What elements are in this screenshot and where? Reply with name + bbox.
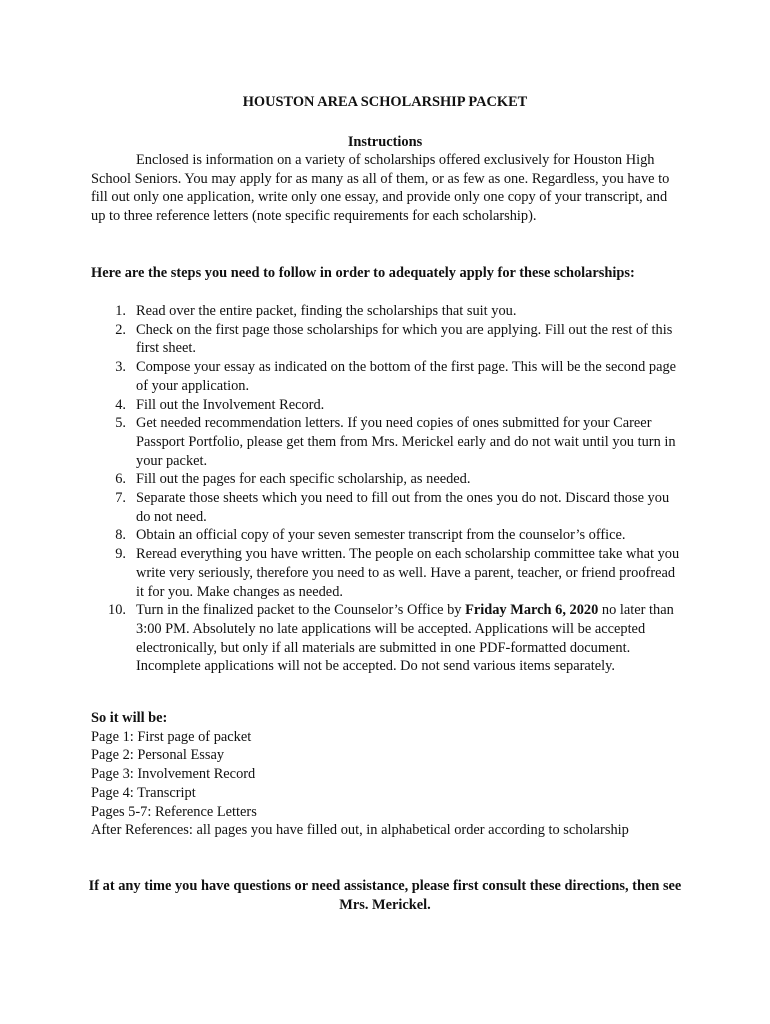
step-text: Obtain an official copy of your seven semester transcript from the counselor’s office. (136, 527, 626, 544)
step-number: 5. (115, 415, 126, 432)
page-order-heading: So it will be: (91, 710, 168, 726)
page-order-block (91, 709, 691, 840)
step-item (91, 489, 683, 526)
step-text: Separate those sheets which you need to fill out from the ones you do not. Discard those you do not need. (136, 490, 670, 525)
steps-heading: Here are the steps you need to follow in order to adequately apply for these scholarships: (91, 265, 635, 281)
step-number: 8. (115, 527, 126, 544)
step-text-after: no later than 3:00 PM. Absolutely no late applications will be accepted. Applications will be accepted electronically, but only if all materials are submitted in one PDF-formatted document. Incomplete applications will not be accepted. Do not send various items separately. (136, 602, 674, 675)
deadline-date: Friday March 6, 2020 (465, 602, 599, 619)
step-number: 7. (115, 490, 126, 507)
step-item (91, 302, 683, 321)
step-number: 6. (115, 471, 126, 488)
step-number: 2. (115, 321, 126, 338)
closing-note: If at any time you have questions or need assistance, please first consult these directions, then see Mrs. Merickel. (88, 878, 682, 913)
step-item (91, 545, 683, 601)
step-number: 4. (115, 396, 126, 413)
page-order-item: Page 3: Involvement Record (91, 766, 256, 783)
step-number: 1. (115, 303, 126, 319)
step-text: Fill out the Involvement Record. (136, 396, 325, 413)
step-item (91, 358, 683, 395)
step-text: Check on the first page those scholarships for which you are applying. Fill out the rest of this first sheet. (136, 321, 673, 357)
page-order-item: Page 2: Personal Essay (91, 747, 225, 764)
document-title: HOUSTON AREA SCHOLARSHIP PACKET (242, 94, 528, 110)
step-item (91, 396, 683, 415)
step-text: Read over the entire packet, finding the scholarships that suit you. (136, 303, 517, 319)
page-order-item: After References: all pages you have filled out, in alphabetical order according to scholarship (91, 822, 629, 839)
page-order-item: Page 4: Transcript (91, 784, 196, 801)
step-number: 3. (115, 359, 126, 376)
page-order-item: Page 1: First page of packet (91, 728, 252, 745)
instructions-heading: Instructions (347, 134, 423, 150)
step-number: 9. (115, 546, 126, 563)
step-item (91, 470, 683, 489)
step-number: 10. (108, 602, 126, 619)
step-text: Get needed recommendation letters. If you need copies of ones submitted for your Career Passport Portfolio, please get them from Mrs. Merickel early and do not wait until you turn in your packet. (136, 415, 676, 469)
page-order-item: Pages 5-7: Reference Letters (91, 803, 257, 820)
step-item (91, 526, 683, 545)
step-text-before: Turn in the finalized packet to the Counselor’s Office by (136, 602, 466, 619)
step-item (91, 601, 683, 676)
step-item (91, 414, 683, 470)
step-item (91, 321, 683, 358)
steps-list (91, 302, 683, 676)
step-text: Compose your essay as indicated on the bottom of the first page. This will be the second page of your application. (136, 359, 677, 394)
step-text: Fill out the pages for each specific scholarship, as needed. (136, 471, 471, 488)
intro-paragraph: Enclosed is information on a variety of scholarships offered exclusively for Houston High School Seniors. You may apply for as many as all of them, or as few as one. Regardless, you have to fill out only one application, write only one essay, and provide only one copy of your transcript, and up to three reference letters (note specific requirements for each scholarship). (91, 152, 670, 225)
step-text: Reread everything you have written. The people on each scholarship committee take what you write very seriously, therefore you need to as well. Have a parent, teacher, or friend proofread it for you. Make changes as needed. (136, 546, 680, 600)
